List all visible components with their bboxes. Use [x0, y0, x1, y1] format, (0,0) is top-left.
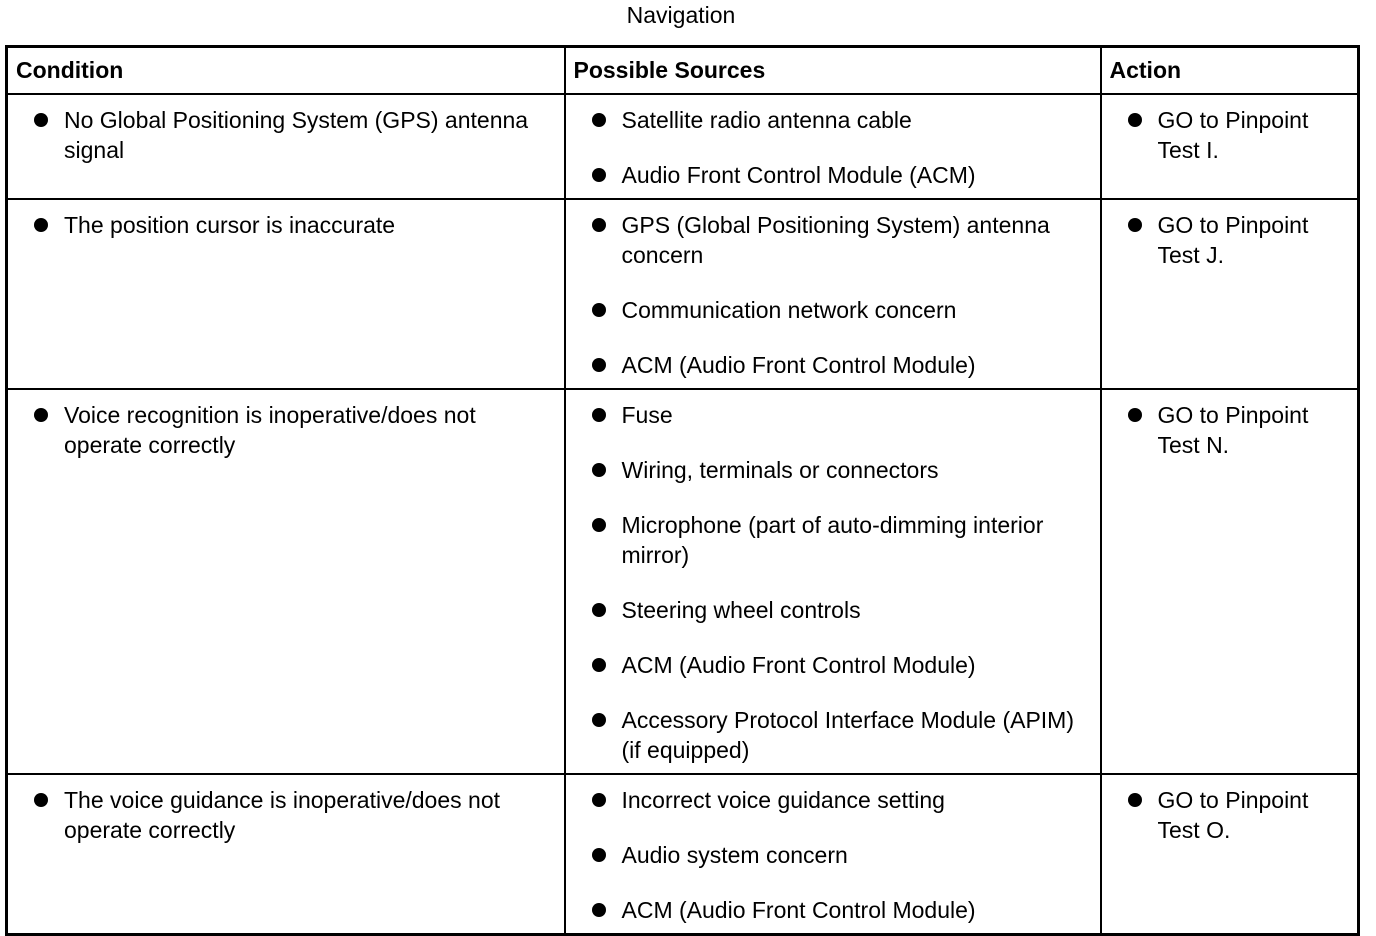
- source-text: Wiring, terminals or connectors: [621, 457, 939, 483]
- sources-cell: [565, 389, 1101, 774]
- source-text: Steering wheel controls: [621, 597, 861, 623]
- condition-text: The voice guidance is inoperative/does not operate correctly: [64, 787, 501, 843]
- list-item: [574, 295, 1092, 325]
- bullet-icon: [592, 603, 606, 617]
- action-cell: [1101, 389, 1359, 774]
- condition-cell: [7, 389, 565, 774]
- bullet-icon: [592, 408, 606, 422]
- source-text: Microphone (part of auto-dimming interior mirror): [621, 512, 1044, 568]
- source-text: Incorrect voice guidance setting: [621, 787, 945, 813]
- condition-cell: [7, 199, 565, 389]
- list-item: [1110, 785, 1350, 845]
- bullet-icon: [592, 793, 606, 807]
- table-row: [7, 94, 1359, 199]
- source-text: Audio Front Control Module (ACM): [621, 162, 976, 188]
- source-text: Accessory Protocol Interface Module (APIM) (if equipped): [621, 707, 1074, 763]
- bullet-icon: [592, 358, 606, 372]
- bullet-icon: [592, 903, 606, 917]
- action-text: GO to Pinpoint Test O.: [1157, 787, 1309, 843]
- bullet-icon: [34, 408, 48, 422]
- condition-cell: [7, 774, 565, 935]
- bullet-icon: [592, 113, 606, 127]
- bullet-icon: [592, 713, 606, 727]
- bullet-icon: [592, 218, 606, 232]
- list-item: [574, 595, 1092, 625]
- list-item: [574, 400, 1092, 430]
- bullet-icon: [1128, 793, 1142, 807]
- source-text: Fuse: [621, 402, 673, 428]
- list-item: [574, 510, 1092, 570]
- action-text: GO to Pinpoint Test I.: [1157, 107, 1309, 163]
- list-item: [1110, 210, 1350, 270]
- bullet-icon: [592, 463, 606, 477]
- header-action: Action: [1101, 47, 1359, 95]
- action-cell: [1101, 94, 1359, 199]
- list-item: [16, 210, 556, 240]
- list-item: [574, 350, 1092, 380]
- source-text: Satellite radio antenna cable: [621, 107, 912, 133]
- table-header-row: [7, 47, 1359, 95]
- action-cell: [1101, 774, 1359, 935]
- source-text: ACM (Audio Front Control Module): [621, 897, 976, 923]
- bullet-icon: [1128, 113, 1142, 127]
- condition-cell: [7, 94, 565, 199]
- action-text: GO to Pinpoint Test N.: [1157, 402, 1309, 458]
- list-item: [16, 105, 556, 165]
- bullet-icon: [592, 168, 606, 182]
- sources-cell: [565, 199, 1101, 389]
- list-item: [574, 705, 1092, 765]
- source-text: GPS (Global Positioning System) antenna concern: [621, 212, 1050, 268]
- condition-text: No Global Positioning System (GPS) antenna signal: [64, 107, 529, 163]
- table-caption: Navigation: [626, 2, 736, 28]
- condition-text: Voice recognition is inoperative/does not operate correctly: [64, 402, 476, 458]
- symptom-chart-table: [5, 45, 1360, 936]
- source-text: ACM (Audio Front Control Module): [621, 652, 976, 678]
- bullet-icon: [34, 218, 48, 232]
- list-item: [1110, 400, 1350, 460]
- header-possible-sources: Possible Sources: [565, 47, 1101, 95]
- bullet-icon: [592, 848, 606, 862]
- table-row: [7, 199, 1359, 389]
- list-item: [574, 210, 1092, 270]
- bullet-icon: [34, 793, 48, 807]
- source-text: Communication network concern: [621, 297, 957, 323]
- list-item: [574, 785, 1092, 815]
- bullet-icon: [592, 658, 606, 672]
- sources-cell: [565, 94, 1101, 199]
- header-condition: Condition: [7, 47, 565, 95]
- bullet-icon: [34, 113, 48, 127]
- action-text: GO to Pinpoint Test J.: [1157, 212, 1309, 268]
- list-item: [1110, 105, 1350, 165]
- list-item: [574, 105, 1092, 135]
- bullet-icon: [592, 303, 606, 317]
- list-item: [574, 160, 1092, 190]
- list-item: [574, 455, 1092, 485]
- bullet-icon: [592, 518, 606, 532]
- sources-cell: [565, 774, 1101, 935]
- list-item: [16, 400, 556, 460]
- list-item: [574, 650, 1092, 680]
- source-text: Audio system concern: [621, 842, 848, 868]
- list-item: [16, 785, 556, 845]
- source-text: ACM (Audio Front Control Module): [621, 352, 976, 378]
- table-row: [7, 774, 1359, 935]
- bullet-icon: [1128, 218, 1142, 232]
- action-cell: [1101, 199, 1359, 389]
- bullet-icon: [1128, 408, 1142, 422]
- list-item: [574, 895, 1092, 925]
- condition-text: The position cursor is inaccurate: [64, 212, 396, 238]
- table-row: [7, 389, 1359, 774]
- list-item: [574, 840, 1092, 870]
